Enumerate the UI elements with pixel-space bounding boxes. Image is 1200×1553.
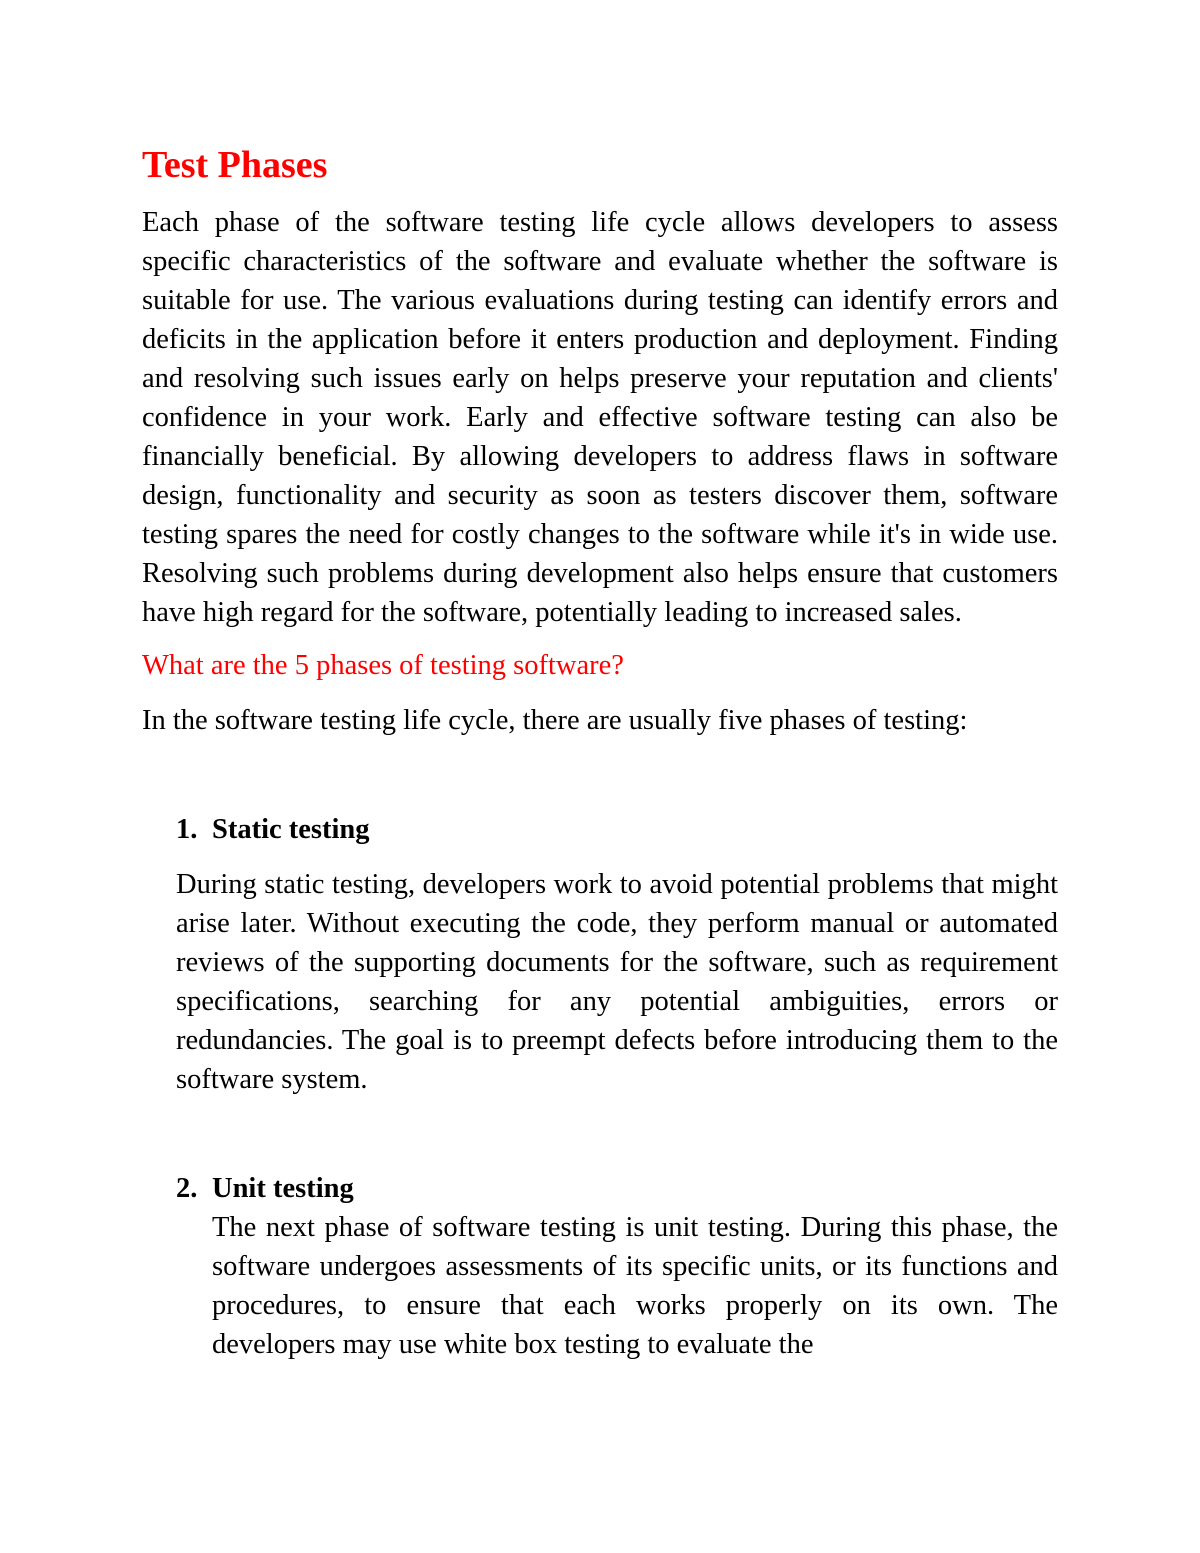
section-number: 1. [176,814,198,845]
question-heading: What are the 5 phases of testing software? [142,650,624,681]
lead-paragraph: In the software testing life cycle, there are usually five phases of testing: [142,705,968,736]
section-body: During static testing, developers work to avoid potential problems that might arise later. Without executing the code, they perform manual or automated reviews of the supporting documents for the software, such as requirement specifications, searching for any potential ambiguities, errors or redundancies. The goal is to preempt defects before introducing them to the software system. [176,869,1058,1095]
section-body: The next phase of software testing is unit testing. During this phase, the software undergoes assessments of its specific units, or its functions and procedures, to ensure that each works properly on its own. The developers may use white box testing to evaluate the [212,1212,1058,1360]
section-unit-testing [142,1169,1058,1364]
section-number: 2. [176,1173,198,1204]
document-content [142,136,1058,1364]
section-heading [142,810,1058,849]
section-heading [142,1169,1058,1208]
page-title: Test Phases [142,144,328,186]
section-title: Unit testing [212,1173,354,1204]
intro-paragraph: Each phase of the software testing life cycle allows developers to assess specific characteristics of the software and evaluate whether the software is suitable for use. The various evaluations during testing can identify errors and deficits in the application before it enters production and deployment. Finding and resolving such issues early on helps preserve your reputation and clients' confidence in your work. Early and effective software testing can also be financially beneficial. By allowing developers to address flaws in software design, functionality and security as soon as testers discover them, software testing spares the need for costly changes to the software while it's in wide use. Resolving such problems during development also helps ensure that customers have high regard for the software, potentially leading to increased sales. [142,207,1058,628]
section-static-testing [142,810,1058,1099]
section-title: Static testing [212,814,370,845]
